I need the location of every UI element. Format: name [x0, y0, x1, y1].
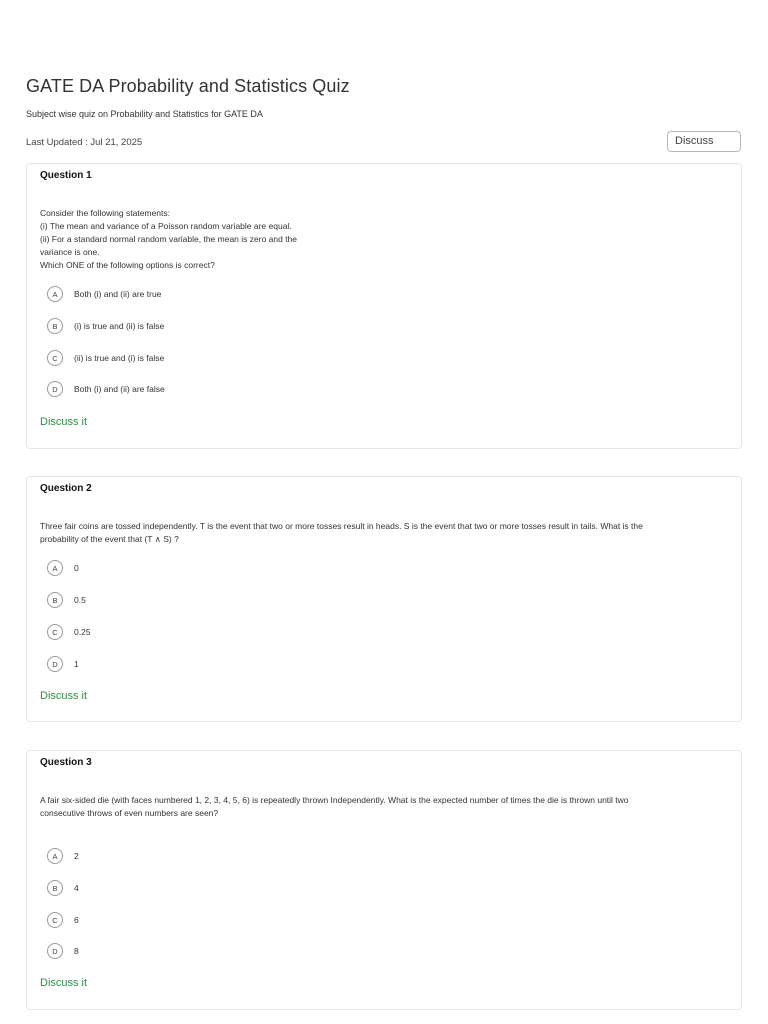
- option-b[interactable]: [47, 879, 79, 897]
- last-updated: Last Updated : Jul 21, 2025: [26, 137, 143, 148]
- option-text: 6: [74, 915, 79, 925]
- question-text: A fair six-sided die (with faces numbered 1, 2, 3, 4, 5, 6) is repeatedly thrown Independently. What is the expected number of times the die is thrown until two consecutive throws of even numbers are seen?: [40, 795, 629, 818]
- option-letter: B: [47, 592, 63, 608]
- option-letter: D: [47, 656, 63, 672]
- question-text: Consider the following statements: (i) The mean and variance of a Poisson random variable are equal. (ii) For a standard normal random variable, the mean is zero and the variance is one. Which ONE of the following options is correct?: [40, 208, 298, 270]
- option-text: 8: [74, 946, 79, 956]
- option-d[interactable]: [47, 942, 79, 960]
- question-number: Question 3: [40, 757, 92, 768]
- option-letter: B: [47, 318, 63, 334]
- option-letter: D: [47, 943, 63, 959]
- option-d[interactable]: [47, 655, 79, 673]
- option-c[interactable]: [47, 349, 164, 367]
- discuss-link[interactable]: Discuss it: [40, 416, 88, 428]
- option-letter: B: [47, 880, 63, 896]
- option-d[interactable]: [47, 380, 165, 398]
- question-card-3: [26, 750, 742, 1010]
- question-text: Three fair coins are tossed independently. T is the event that two or more tosses result in heads. S is the event that two or more tosses result in tails. What is the probability of the event that (T ∧ S) ?: [40, 521, 643, 544]
- discuss-link[interactable]: Discuss it: [40, 690, 88, 702]
- page-title: GATE DA Probability and Statistics Quiz: [26, 76, 350, 96]
- question-number: Question 2: [40, 483, 92, 494]
- question-number: Question 1: [40, 170, 92, 181]
- option-letter: A: [47, 560, 63, 576]
- option-letter: C: [47, 350, 63, 366]
- option-text: 4: [74, 883, 79, 893]
- option-text: 0: [74, 563, 79, 573]
- option-letter: A: [47, 286, 63, 302]
- option-b[interactable]: [47, 591, 86, 609]
- option-c[interactable]: [47, 911, 79, 929]
- question-card-1: [26, 163, 742, 449]
- option-text: 0.25: [74, 627, 91, 637]
- option-text: Both (i) and (ii) are false: [74, 384, 165, 394]
- option-letter: D: [47, 381, 63, 397]
- option-text: (ii) is true and (i) is false: [74, 353, 165, 363]
- option-letter: C: [47, 912, 63, 928]
- option-c[interactable]: [47, 623, 91, 641]
- option-a[interactable]: [47, 285, 161, 303]
- option-b[interactable]: [47, 317, 164, 335]
- option-text: 0.5: [74, 595, 86, 605]
- option-a[interactable]: [47, 559, 79, 577]
- option-a[interactable]: [47, 847, 79, 865]
- discuss-link[interactable]: Discuss it: [40, 977, 88, 989]
- option-text: 1: [74, 659, 79, 669]
- option-letter: A: [47, 848, 63, 864]
- question-card-2: [26, 476, 742, 722]
- page-subtitle: Subject wise quiz on Probability and Statistics for GATE DA: [26, 109, 263, 119]
- option-text: 2: [74, 851, 79, 861]
- option-letter: C: [47, 624, 63, 640]
- discuss-button[interactable]: Discuss: [667, 131, 741, 152]
- option-text: (i) is true and (ii) is false: [74, 321, 165, 331]
- option-text: Both (i) and (ii) are true: [74, 289, 162, 299]
